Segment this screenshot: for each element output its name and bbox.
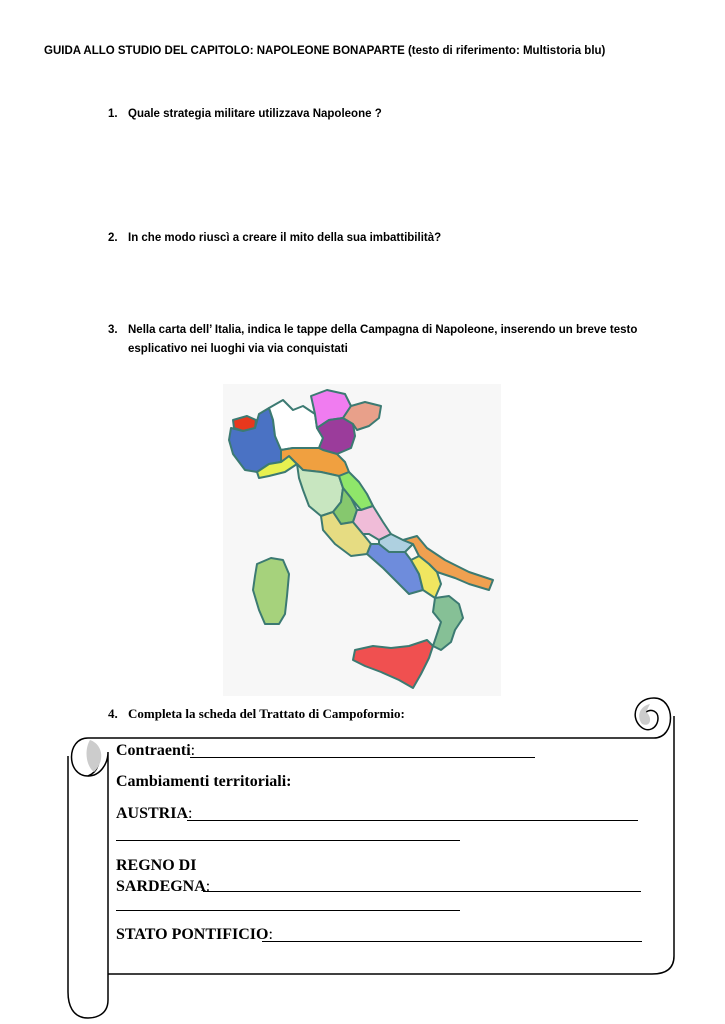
stato-label: STATO PONTIFICIO [116,926,269,943]
cambiamenti-label: Cambiamenti territoriali: [116,773,292,790]
question-text: Completa la scheda del Trattato di Campoformio: [128,706,405,721]
document-heading: GUIDA ALLO STUDIO DEL CAPITOLO: NAPOLEONE BONAPARTE (testo di riferimento: Multistoria blu) [44,45,606,57]
regno-row [116,855,210,897]
question-text: Nella carta dell’ Italia, indica le tappe della Campagna di Napoleone, inserendo un breve testo esplicativo nei luoghi via via conquistati [128,324,638,355]
austria-label: AUSTRIA [116,805,189,822]
contraenti-label: Contraenti [116,742,191,759]
question-number: 1. [108,108,118,120]
stato-row [116,926,273,944]
question-number: 3. [108,324,118,336]
question-number: 2. [108,232,118,244]
regno-label-line1: REGNO DI [116,857,197,874]
question-number: 4. [108,706,118,721]
austria-colon: : [188,805,193,822]
question-text: In che modo riuscì a creare il mito della sua imbattibilità? [128,232,442,244]
austria-answer-line-1[interactable] [187,820,638,821]
stato-colon: : [268,926,273,943]
regno-answer-line-1[interactable] [203,891,641,892]
stato-answer-line[interactable] [262,941,642,942]
austria-answer-line-2[interactable] [116,840,460,841]
contraenti-colon: : [190,742,196,759]
regno-label-line2: SARDEGNA [116,878,206,895]
cambiamenti-heading [116,773,292,791]
contraenti-answer-line[interactable] [190,757,535,758]
austria-row [116,805,192,823]
regno-answer-line-2[interactable] [116,910,460,911]
contraenti-row [116,742,195,760]
question-text: Quale strategia militare utilizzava Napoleone ? [128,108,382,120]
regno-colon: : [205,878,211,895]
